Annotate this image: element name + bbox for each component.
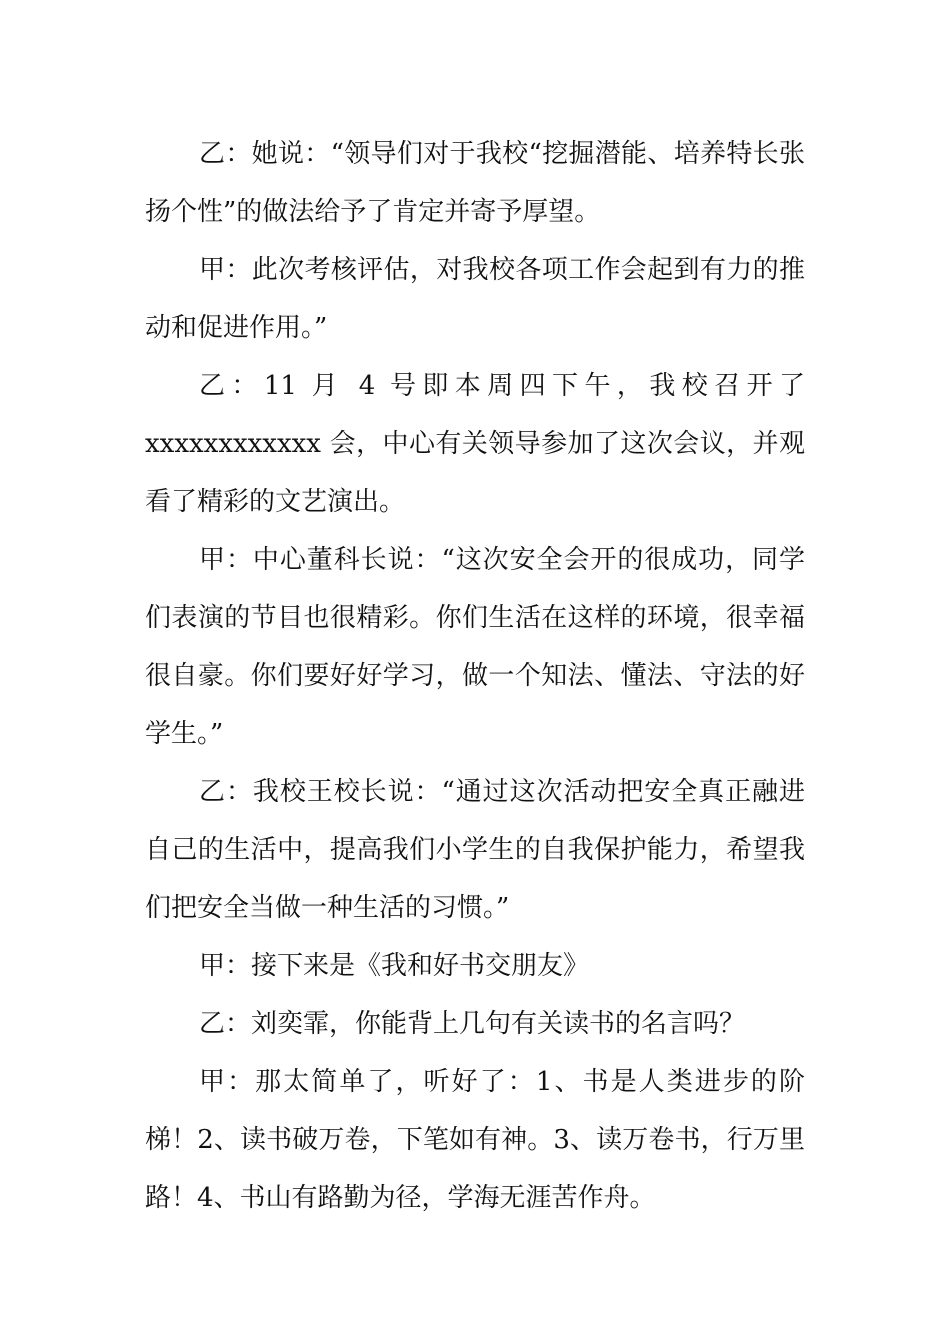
paragraph-8: 甲：那太简单了，听好了：1、书是人类进步的阶梯！2、读书破万卷，下笔如有神。3、读万卷书，行万里路！4、书山有路勤为径，学海无涯苦作舟。	[145, 1067, 805, 1213]
document-body	[145, 125, 805, 1227]
paragraph-2: 甲：此次考核评估，对我校各项工作会起到有力的推动和促进作用。”	[145, 255, 805, 343]
paragraph-7: 乙：刘奕霏，你能背上几句有关读书的名言吗？	[199, 1009, 746, 1039]
paragraph-1: 乙：她说：“领导们对于我校“挖掘潜能、培养特长张扬个性”的做法给予了肯定并寄予厚望。	[145, 139, 805, 227]
paragraph-6: 甲：接下来是《我和好书交朋友》	[199, 951, 590, 981]
paragraph-4: 甲：中心董科长说：“这次安全会开的很成功，同学们表演的节目也很精彩。你们生活在这样的环境，很幸福很自豪。你们要好好学习，做一个知法、懂法、守法的好学生。”	[145, 545, 805, 749]
paragraph-5: 乙：我校王校长说：“通过这次活动把安全真正融进自己的生活中，提高我们小学生的自我保护能力，希望我们把安全当做一种生活的习惯。”	[145, 777, 805, 923]
paragraph-3: 乙：11 月 4 号即本周四下午，我校召开了 xxxxxxxxxxxx 会，中心有关领导参加了这次会议，并观看了精彩的文艺演出。	[145, 371, 805, 517]
